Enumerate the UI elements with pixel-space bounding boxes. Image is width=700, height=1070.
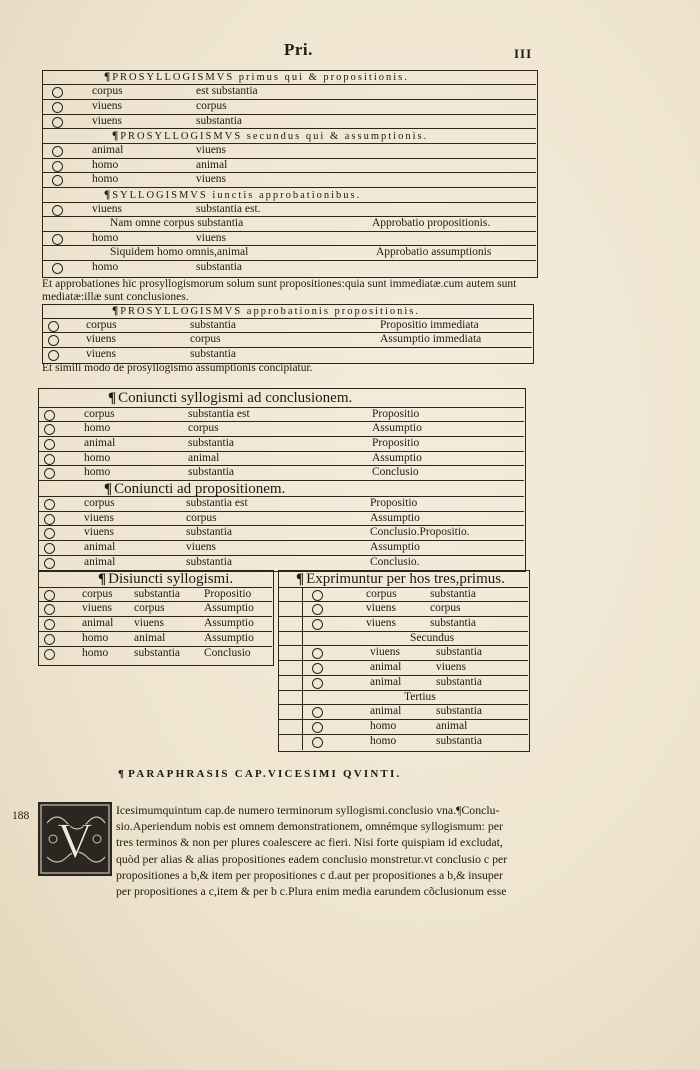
- circle-icon: [44, 514, 55, 525]
- circle-icon: [52, 234, 63, 245]
- term-a: homo: [84, 466, 111, 478]
- term-a: animal: [84, 541, 116, 553]
- term-b: substantia: [436, 735, 482, 747]
- term-b: animal: [436, 720, 468, 732]
- term-role: Assumptio: [370, 512, 420, 524]
- term-a: corpus: [82, 588, 113, 600]
- term-role: Assumptio: [372, 422, 422, 434]
- term-a: homo: [92, 232, 119, 244]
- circle-icon: [44, 619, 55, 630]
- term-b: corpus: [134, 602, 165, 614]
- circle-icon: [44, 558, 55, 569]
- disiuncti-title: ¶ Disiuncti syllogismi.: [98, 571, 234, 587]
- term-b: corpus: [196, 100, 227, 112]
- circle-icon: [44, 649, 55, 660]
- body-line: sio.Aperiendum nobis est omnem demonstrationem, omnémque syllogismum: per: [116, 819, 503, 834]
- circle-icon: [312, 678, 323, 689]
- tertius-label: Tertius: [404, 691, 436, 703]
- term-a: viuens: [92, 203, 123, 215]
- coniuncti-propositionem-title: ¶ Coniuncti ad propositionem.: [104, 481, 286, 497]
- syllogismus-title: ¶ SYLLOGISMVS iunctis approbationibus.: [104, 189, 362, 201]
- term-a: homo: [84, 452, 111, 464]
- term-b: substantia: [186, 556, 232, 568]
- circle-icon: [44, 590, 55, 601]
- prosyllogismus-secundus-title: ¶ PROSYLLOGISMVS secundus qui & assumptionis.: [112, 130, 429, 142]
- term-a: viuens: [84, 512, 115, 524]
- circle-icon: [312, 648, 323, 659]
- term-a: homo: [92, 173, 119, 185]
- term-b: viuens: [186, 541, 217, 553]
- prosyllogismus-approbationis-title: ¶ PROSYLLOGISMVS approbationis propositionis.: [112, 305, 421, 317]
- term-a: viuens: [86, 333, 117, 345]
- decorated-initial: [38, 802, 112, 876]
- secundus-label: Secundus: [410, 632, 455, 644]
- circle-icon: [44, 424, 55, 435]
- term-b: substantia est: [186, 497, 248, 509]
- circle-icon: [312, 737, 323, 748]
- term-b: corpus: [190, 333, 221, 345]
- circle-icon: [312, 590, 323, 601]
- term-b: substantia: [188, 437, 234, 449]
- circle-icon: [312, 707, 323, 718]
- term-b: substantia: [430, 617, 476, 629]
- circle-icon: [44, 454, 55, 465]
- prosyllogismus-primus-title: ¶ PROSYLLOGISMVS primus qui & propositionis.: [104, 71, 409, 83]
- circle-icon: [44, 439, 55, 450]
- term-a: viuens: [370, 646, 401, 658]
- term-b: substantia: [190, 348, 236, 360]
- term-role: Conclusio: [204, 647, 251, 659]
- term-role: Conclusio.: [370, 556, 420, 568]
- circle-icon: [44, 604, 55, 615]
- term-a: corpus: [84, 408, 115, 420]
- body-line: tres terminos & non per plures coalescere ac fieri. Nisi forte quispiam id excludat,: [116, 835, 503, 850]
- circle-icon: [44, 410, 55, 421]
- term-b: corpus: [430, 602, 461, 614]
- term-b: corpus: [186, 512, 217, 524]
- term-a: animal: [84, 437, 116, 449]
- folio-number: III: [514, 46, 533, 61]
- term-role: Conclusio: [372, 466, 419, 478]
- body-line: Icesimumquintum cap.de numero terminorum syllogismi.conclusio vna.¶Conclu-: [116, 803, 500, 817]
- term-b: animal: [196, 159, 228, 171]
- margin-number: 188: [12, 810, 30, 822]
- term-a: viuens: [92, 115, 123, 127]
- term-a: homo: [82, 632, 109, 644]
- term-a: homo: [370, 735, 397, 747]
- body-line: propositiones a b,& item per propositiones c d.aut per propositiones a b,& insuper: [116, 867, 503, 882]
- term-role: Propositio immediata: [380, 319, 479, 331]
- term-b: substantia: [196, 115, 242, 127]
- term-a: homo: [370, 720, 397, 732]
- circle-icon: [44, 499, 55, 510]
- paraphrasis-body: [116, 802, 542, 899]
- term-a: homo: [82, 647, 109, 659]
- term-role: Assumptio: [204, 632, 254, 644]
- running-head: Pri.: [284, 40, 313, 59]
- term-b: substantia: [196, 261, 242, 273]
- term-a: homo: [92, 159, 119, 171]
- circle-icon: [44, 468, 55, 479]
- term-a: viuens: [82, 602, 113, 614]
- term-a: viuens: [366, 602, 397, 614]
- term-a: animal: [84, 556, 116, 568]
- approbatio-note: Approbatio assumptionis: [376, 246, 492, 258]
- circle-icon: [52, 205, 63, 216]
- approbatio-line: Siquidem homo omnis,animal: [110, 246, 249, 258]
- circle-icon: [52, 263, 63, 274]
- term-role: Propositio: [370, 497, 418, 509]
- term-b: substantia est: [188, 408, 250, 420]
- term-b: substantia: [186, 526, 232, 538]
- circle-icon: [48, 335, 59, 346]
- term-a: corpus: [84, 497, 115, 509]
- term-b: substantia: [190, 319, 236, 331]
- term-role: Propositio: [372, 437, 420, 449]
- term-role: Assumptio: [204, 602, 254, 614]
- circle-icon: [52, 117, 63, 128]
- term-a: animal: [370, 676, 402, 688]
- term-b: substantia: [430, 588, 476, 600]
- approbatio-note: Approbatio propositionis.: [372, 217, 491, 229]
- svg-text:V: V: [56, 812, 94, 868]
- circle-icon: [52, 87, 63, 98]
- term-a: homo: [84, 422, 111, 434]
- term-a: homo: [92, 261, 119, 273]
- term-a: animal: [370, 705, 402, 717]
- body-line: quòd per alias & alias propositiones eadem conclusio monstretur.vt conclusio c per: [116, 851, 508, 866]
- term-role: Assumptio: [204, 617, 254, 629]
- term-b: substantia: [436, 676, 482, 688]
- note-approbationes: Et approbationes hic prosyllogismorum solum sunt propositiones:quia sunt immediatæ.cum autem sunt mediatæ:illæ sunt conclusiones.: [42, 278, 517, 303]
- circle-icon: [44, 634, 55, 645]
- term-b: viuens: [196, 144, 227, 156]
- term-b: est substantia: [196, 85, 258, 97]
- term-a: animal: [370, 661, 402, 673]
- term-role: Assumptio: [370, 541, 420, 553]
- term-role: Propositio: [204, 588, 252, 600]
- term-role: Assumptio immediata: [380, 333, 482, 345]
- term-a: corpus: [366, 588, 397, 600]
- term-b: viuens: [436, 661, 467, 673]
- term-b: substantia est.: [196, 203, 261, 215]
- approbatio-line: Nam omne corpus substantia: [110, 217, 244, 229]
- circle-icon: [44, 528, 55, 539]
- term-a: corpus: [92, 85, 123, 97]
- paraphrasis-heading: ¶ PARAPHRASIS CAP.VICESIMI QVINTI.: [118, 768, 402, 780]
- term-a: viuens: [92, 100, 123, 112]
- coniuncti-conclusionem-title: ¶ Coniuncti syllogismi ad conclusionem.: [108, 390, 353, 406]
- term-b: substantia: [188, 466, 234, 478]
- circle-icon: [52, 161, 63, 172]
- circle-icon: [312, 722, 323, 733]
- term-b: viuens: [196, 173, 227, 185]
- term-b: substantia: [436, 646, 482, 658]
- term-a: viuens: [86, 348, 117, 360]
- term-b: animal: [188, 452, 220, 464]
- circle-icon: [52, 175, 63, 186]
- exprimuntur-title: ¶ Exprimuntur per hos tres,primus.: [296, 571, 505, 587]
- term-a: animal: [92, 144, 124, 156]
- term-b: substantia: [134, 588, 180, 600]
- term-b: substantia: [134, 647, 180, 659]
- circle-icon: [48, 350, 59, 361]
- term-b: viuens: [196, 232, 227, 244]
- term-role: Propositio: [372, 408, 420, 420]
- term-a: viuens: [84, 526, 115, 538]
- term-b: animal: [134, 632, 166, 644]
- term-b: viuens: [134, 617, 165, 629]
- circle-icon: [312, 604, 323, 615]
- circle-icon: [52, 102, 63, 113]
- term-b: substantia: [436, 705, 482, 717]
- page-header: [0, 38, 700, 66]
- circle-icon: [48, 321, 59, 332]
- term-b: corpus: [188, 422, 219, 434]
- circle-icon: [312, 619, 323, 630]
- term-role: Assumptio: [372, 452, 422, 464]
- circle-icon: [52, 146, 63, 157]
- term-a: corpus: [86, 319, 117, 331]
- term-role: Conclusio.Propositio.: [370, 526, 470, 538]
- body-line: per propositiones a c,item & per b c.Plura enim media earundem cõclusionum esse: [116, 884, 507, 899]
- circle-icon: [312, 663, 323, 674]
- note-simili-modo: Et simili modo de prosyllogismo assumptionis concipiatur.: [42, 362, 313, 374]
- circle-icon: [44, 543, 55, 554]
- term-a: animal: [82, 617, 114, 629]
- term-a: viuens: [366, 617, 397, 629]
